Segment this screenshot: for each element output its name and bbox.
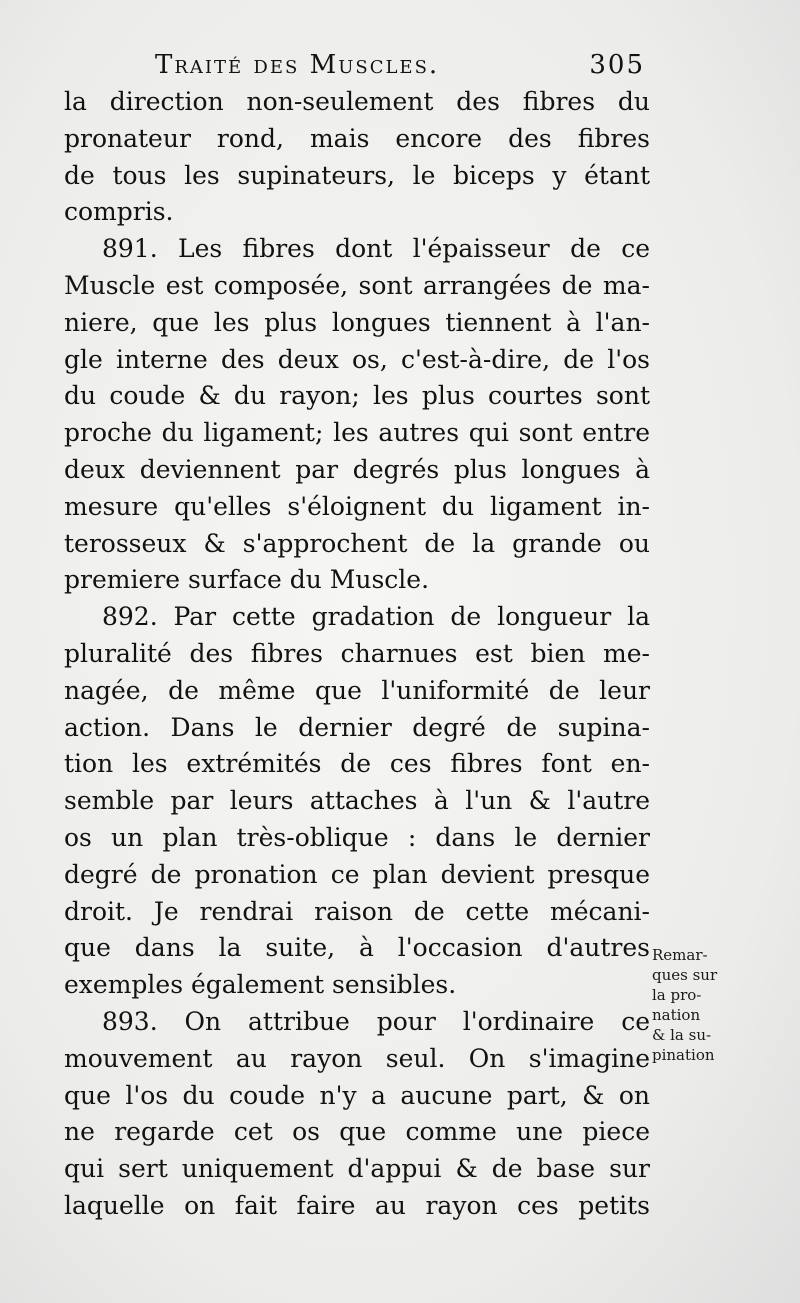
text-line: droit. Je rendrai raison de cette mécani- bbox=[64, 896, 650, 926]
text-line: la direction non-seulement des fibres du bbox=[64, 87, 650, 116]
text-line: premiere surface du Muscle. bbox=[64, 565, 430, 595]
margin-note-line: la pro- bbox=[652, 986, 702, 1004]
margin-note-line: ques sur bbox=[652, 966, 718, 984]
running-title: Traité des Muscles. bbox=[155, 50, 440, 80]
paragraph-891 bbox=[64, 231, 650, 599]
text-line: Muscle est composée, sont arrangées de ma- bbox=[64, 270, 650, 300]
text-line: pronateur rond, mais encore des fibres bbox=[64, 123, 650, 153]
text-line: gle interne des deux os, c'est-à-dire, de l'os bbox=[64, 344, 650, 374]
text-line: terosseux & s'approchent de la grande ou bbox=[64, 528, 650, 558]
text-line: deux deviennent par degrés plus longues à bbox=[64, 454, 650, 484]
text-line: que dans la suite, à l'occasion d'autres bbox=[64, 933, 650, 963]
text-line: 891. Les fibres dont l'épaisseur de ce bbox=[102, 234, 650, 264]
text-line: 892. Par cette gradation de longueur la bbox=[102, 602, 650, 632]
margin-note-line: pination bbox=[652, 1046, 715, 1064]
text-line: action. Dans le dernier degré de supina- bbox=[64, 712, 650, 742]
text-line: ne regarde cet os que comme une piece bbox=[64, 1117, 650, 1147]
margin-note-line: Remar- bbox=[652, 946, 708, 964]
text-line: compris. bbox=[64, 197, 174, 227]
text-line: exemples également sensibles. bbox=[64, 970, 457, 1000]
page-number: 305 bbox=[589, 50, 645, 80]
text-line: degré de pronation ce plan devient presque bbox=[64, 859, 650, 889]
margin-note-line: nation bbox=[652, 1006, 701, 1024]
text-line: nagée, de même que l'uniformité de leur bbox=[64, 675, 650, 705]
text-line: qui sert uniquement d'appui & de base sur bbox=[64, 1154, 650, 1184]
text-line: du coude & du rayon; les plus courtes sont bbox=[64, 381, 650, 411]
paragraph-890-end bbox=[64, 84, 650, 231]
text-line: 893. On attribue pour l'ordinaire ce bbox=[102, 1006, 650, 1036]
text-line: laquelle on fait faire au rayon ces petits bbox=[64, 1190, 650, 1220]
text-line: mouvement au rayon seul. On s'imagine bbox=[64, 1043, 650, 1073]
text-line: de tous les supinateurs, le biceps y étant bbox=[64, 160, 650, 190]
text-line: semble par leurs attaches à l'un & l'autre bbox=[64, 786, 650, 816]
margin-note bbox=[652, 945, 762, 1065]
text-block bbox=[64, 84, 650, 1225]
text-line: niere, que les plus longues tiennent à l'an- bbox=[64, 307, 650, 337]
text-line: proche du ligament; les autres qui sont entre bbox=[64, 418, 650, 448]
paragraph-893 bbox=[64, 1004, 650, 1225]
text-line: que l'os du coude n'y a aucune part, & on bbox=[64, 1080, 650, 1110]
text-line: pluralité des fibres charnues est bien me- bbox=[64, 638, 650, 668]
text-line: tion les extrémités de ces fibres font en- bbox=[64, 749, 650, 779]
margin-note-line: & la su- bbox=[652, 1026, 712, 1044]
paragraph-892 bbox=[64, 599, 650, 1004]
text-line: mesure qu'elles s'éloignent du ligament in- bbox=[64, 491, 650, 521]
text-line: os un plan très-oblique : dans le dernier bbox=[64, 822, 650, 852]
